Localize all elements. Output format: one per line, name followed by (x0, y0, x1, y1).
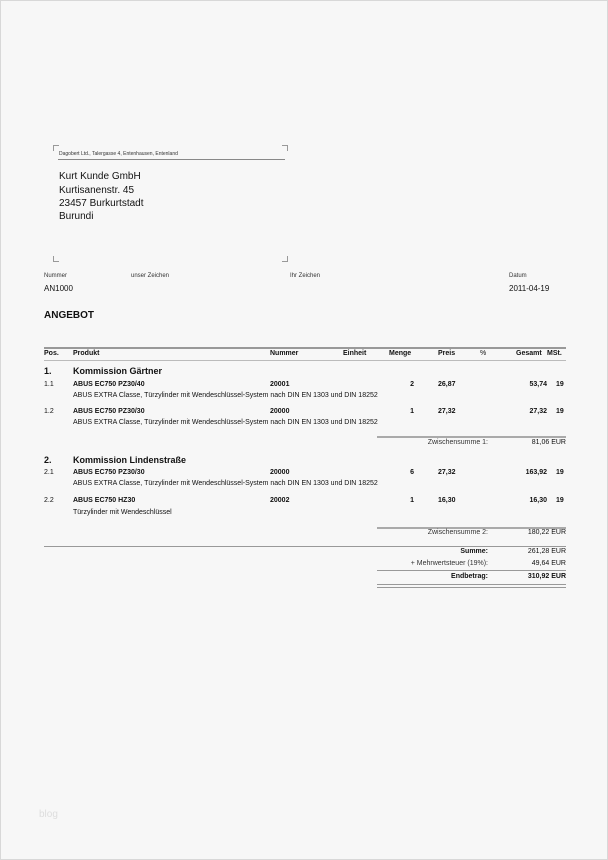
nummer-value: AN1000 (44, 284, 73, 293)
header-menge: Menge (389, 350, 412, 357)
item-menge: 6 (410, 469, 414, 476)
item-gesamt: 16,30 (529, 497, 547, 504)
watermark: blog (39, 809, 58, 820)
item-pos: 1.1 (44, 381, 54, 388)
item-preis: 16,30 (438, 497, 456, 504)
item-description: Türzylinder mit Wendeschlüssel (73, 509, 172, 516)
divider (44, 546, 566, 547)
header-produkt: Produkt (73, 350, 100, 357)
datum-label: Datum (509, 273, 527, 279)
item-preis: 27,32 (438, 469, 456, 476)
subtotal-value: 180,22 EUR (527, 529, 566, 536)
item-gesamt: 27,32 (529, 408, 547, 415)
subtotal-label: Zwischensumme 1: (427, 439, 488, 446)
sender-line: Dagobert Ltd., Talergasse 4, Entenhausen, Entenland (59, 151, 178, 157)
address-corner-mark (53, 256, 59, 262)
total-label: Endbetrag: (451, 573, 488, 580)
sum-row (1, 548, 607, 560)
item-menge: 1 (410, 497, 414, 504)
item-gesamt: 53,74 (529, 381, 547, 388)
item-description-row (1, 419, 607, 431)
item-name: ABUS EC750 PZ30/30 (73, 408, 145, 415)
header-mst: MSt. (547, 350, 562, 357)
item-nummer: 20000 (270, 408, 290, 415)
header-gesamt: Gesamt (516, 350, 542, 357)
divider (377, 436, 566, 438)
item-preis: 26,87 (438, 381, 456, 388)
item-name: ABUS EC750 PZ30/40 (73, 381, 145, 388)
unser-zeichen-label: unser Zeichen (131, 273, 170, 279)
vat-value: 49,64 EUR (531, 560, 566, 567)
address-corner-mark (282, 145, 288, 151)
item-preis: 27,32 (438, 408, 456, 415)
header-percent: % (480, 350, 487, 357)
item-description-row (1, 392, 607, 404)
double-underline (377, 584, 566, 588)
header-pos: Pos. (44, 350, 59, 357)
divider (44, 360, 566, 361)
item-menge: 1 (410, 408, 414, 415)
datum-value: 2011-04-19 (509, 284, 550, 293)
sum-value: 261,28 EUR (527, 548, 566, 555)
ihr-zeichen-label: Ihr Zeichen (290, 273, 321, 279)
item-mst: 19 (556, 497, 564, 504)
recipient-street: Kurtisanenstr. 45 (59, 185, 135, 196)
group-heading (1, 366, 607, 378)
item-description-row (1, 480, 607, 492)
total-value: 310,92 EUR (527, 573, 566, 580)
nummer-label: Nummer (44, 273, 68, 279)
recipient-country: Burundi (59, 211, 94, 222)
recipient-name: Kurt Kunde GmbH (59, 171, 141, 182)
item-description: ABUS EXTRA Classe, Türzylinder mit Wendeschlüssel-System nach DIN EN 1303 und DIN 18252 (73, 480, 378, 487)
item-pos: 1.2 (44, 408, 54, 415)
item-description-row (1, 509, 607, 521)
item-description: ABUS EXTRA Classe, Türzylinder mit Wendeschlüssel-System nach DIN EN 1303 und DIN 18252 (73, 392, 378, 399)
item-description: ABUS EXTRA Classe, Türzylinder mit Wendeschlüssel-System nach DIN EN 1303 und DIN 18252 (73, 419, 378, 426)
subtotal-value: 81,06 EUR (531, 439, 566, 446)
item-pos: 2.1 (44, 469, 54, 476)
subtotal-row (1, 529, 607, 541)
item-name: ABUS EC750 PZ30/30 (73, 469, 145, 476)
subtotal-label: Zwischensumme 2: (427, 529, 488, 536)
divider (44, 347, 566, 349)
item-menge: 2 (410, 381, 414, 388)
group-pos: 1. (44, 366, 52, 376)
item-mst: 19 (556, 381, 564, 388)
header-einheit: Einheit (343, 350, 367, 357)
group-title: Kommission Lindenstraße (73, 455, 187, 465)
sum-label: Summe: (460, 548, 488, 555)
group-title: Kommission Gärtner (73, 366, 163, 376)
item-nummer: 20001 (270, 381, 290, 388)
group-heading (1, 455, 607, 467)
table-row (1, 497, 607, 509)
header-preis: Preis (438, 350, 456, 357)
divider (58, 159, 285, 160)
address-corner-mark (282, 256, 288, 262)
item-nummer: 20000 (270, 469, 290, 476)
vat-label: + Mehrwertsteuer (19%): (410, 560, 488, 567)
group-pos: 2. (44, 455, 52, 465)
header-nummer: Nummer (270, 350, 299, 357)
item-pos: 2.2 (44, 497, 54, 504)
item-mst: 19 (556, 408, 564, 415)
divider (377, 570, 566, 571)
subtotal-row (1, 439, 607, 451)
document-title: ANGEBOT (44, 310, 94, 321)
item-nummer: 20002 (270, 497, 290, 504)
recipient-city: 23457 Burkurtstadt (59, 198, 144, 209)
item-name: ABUS EC750 HZ30 (73, 497, 136, 504)
item-mst: 19 (556, 469, 564, 476)
item-gesamt: 163,92 (525, 469, 547, 476)
